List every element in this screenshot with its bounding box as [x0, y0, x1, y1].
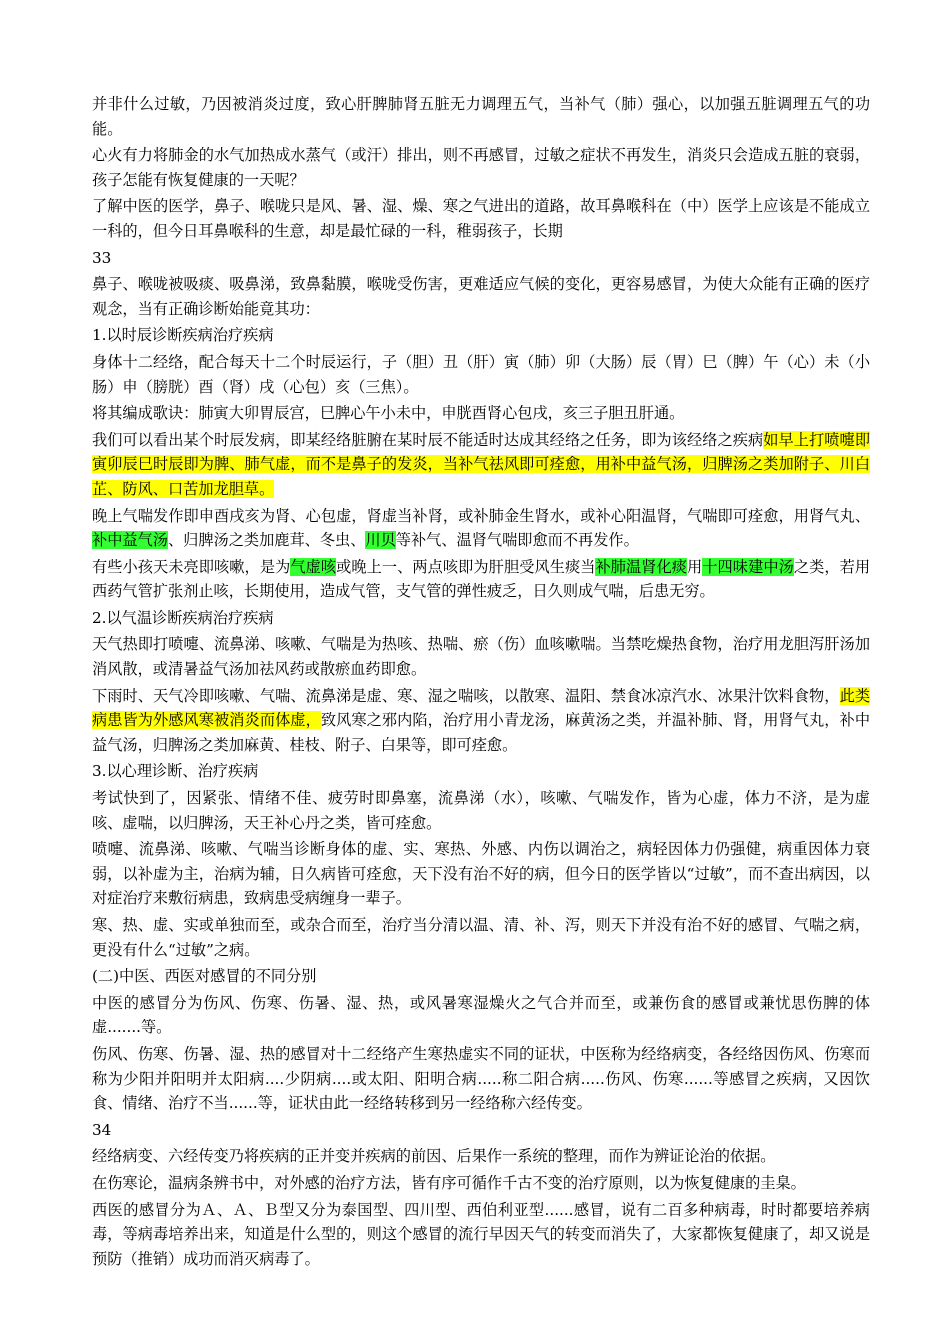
paragraph [92, 272, 870, 321]
green-highlight: 川贝 [365, 531, 396, 550]
text-run: 了解中医的医学，鼻子、喉咙只是风、暑、湿、燥、寒之气进出的道路，故耳鼻喉科在（中）医学上应该是不能成立一科的，但今日耳鼻喉科的生意，却是最忙碌的一科，稚弱孩子，长期 [92, 197, 870, 240]
paragraph [92, 504, 870, 553]
text-run: 在伤寒论，温病条辨书中，对外感的治疗方法，皆有序可循作千古不变的治疗原则，以为恢复健康的圭臬。 [92, 1173, 806, 1192]
text-run: 之类，若用西药气管扩张剂止咳，长期使用，造成气管，支气管的弹性疲乏，日久则成气喘，后患无穷。 [92, 557, 871, 601]
text-run: 心火有力将肺金的水气加热成水蒸气（或汗）排出，则不再感冒，过敏之症状不再发生，消炎只会造成五脏的衰弱，孩子怎能有恢复健康的一天呢？ [92, 146, 870, 189]
text-run: 2.以气温诊断疾病治疗疾病 [92, 608, 274, 627]
text-run: 寒、热、虚、实或单独而至，或杂合而至，治疗当分清以温、清、补、泻，则天下并没有治不好的感冒、气喘之病，更没有什么“过敏”之病。 [92, 916, 870, 959]
paragraph [92, 246, 870, 271]
text-run: 西医的感冒分为Ａ、Ａ、Ｂ型又分为泰国型、四川型、西伯利亚型......感冒，说有二百多种病毒，时时都要培养病毒，等病毒培养出来，知道是什么型的，则这个感冒的流行早因天气的转变而消失了，大家都恢复健康了，却又说是预防（推销）成功而消灭病毒了。 [92, 1200, 870, 1268]
text-run: 34 [92, 1120, 112, 1139]
paragraph [92, 92, 870, 141]
text-run: (二)中医、西医对感冒的不同分别 [92, 967, 317, 986]
text-run: 将其编成歌诀：肺寅大卯胃辰宫，巳脾心午小未中，申胱酉肾心包戌，亥三子胆丑肝通。 [92, 404, 685, 423]
paragraph [92, 786, 870, 835]
text-run: 天气热即打喷嚏、流鼻涕、咳嗽、气喘是为热咳、热喘、瘀（伤）血咳嗽喘。当禁吃燥热食物，治疗用龙胆泻肝汤加消风散，或清暑益气汤加祛风药或散瘀血药即愈。 [92, 635, 870, 679]
paragraph [92, 194, 870, 243]
paragraph [92, 759, 870, 784]
text-run: 1.以时辰诊断疾病治疗疾病 [92, 326, 274, 345]
green-highlight: 补肺温肾化痰 [595, 557, 688, 576]
text-run: 并非什么过敏，乃因被消炎过度，致心肝脾肺肾五脏无力调理五气，当补气（肺）强心，以加强五脏调理五气的功能。 [92, 95, 870, 138]
text-run: 身体十二经络，配合每天十二个时辰运行，子（胆）丑（肝）寅（肺）卯（大肠）辰（胃）巳（脾）午（心）未（小肠）申（膀胱）酉（肾）戌（心包）亥（三焦）。 [92, 352, 870, 396]
text-run: 用 [687, 557, 703, 576]
paragraph [92, 143, 870, 192]
text-run: 有些小孩天未亮即咳嗽，是为 [92, 557, 291, 576]
green-highlight: 补中益气汤 [92, 531, 168, 550]
paragraph [92, 684, 870, 758]
text-run: 鼻子、喉咙被吸痰、吸鼻涕，致鼻黏膜，喉咙受伤害，更难适应气候的变化，更容易感冒，为使大众能有正确的医疗观念，当有正确诊断始能竟其功： [92, 275, 870, 318]
paragraph [92, 913, 870, 962]
paragraph [92, 555, 870, 604]
paragraph [92, 1144, 870, 1169]
text-run: 晚上气喘发作即申酉戌亥为肾、心包虚，肾虚当补肾，或补肺金生肾水，或补心阳温肾，气喘即可痊愈，用肾气丸、 [92, 506, 870, 525]
text-run: 考试快到了，因紧张、情绪不佳、疲劳时即鼻塞，流鼻涕（水），咳嗽、气喘发作，皆为心虚，体力不济，是为虚咳、虚喘，以归脾汤，天王补心丹之类，皆可痊愈。 [92, 789, 870, 832]
paragraph [92, 991, 870, 1040]
paragraph [92, 401, 870, 426]
green-highlight: 十四味建中汤 [702, 557, 794, 576]
text-run: 33 [92, 248, 112, 267]
text-run: 或晚上一、两点咳即为肝胆受风生痰当 [336, 557, 596, 576]
paragraph [92, 837, 870, 911]
paragraph [92, 964, 870, 989]
text-run: 、归脾汤之类加鹿茸、冬虫、 [167, 531, 366, 550]
paragraph [92, 428, 870, 502]
paragraph [92, 632, 870, 681]
text-run: 伤风、伤寒、伤暑、湿、热的感冒对十二经络产生寒热虚实不同的证状，中医称为经络病变，各经络因伤风、伤寒而称为少阳并阳明并太阳病....少阴病....或太阳、阳明合病.....称二阳合病.....伤风、伤寒......等感冒之疾病，又因饮食、情绪、治疗不当......等，证状由此一经络转移到另一经络称六经传变。 [92, 1044, 870, 1113]
document-page [92, 92, 870, 1273]
text-run: 等补气、温肾气喘即愈而不再发作。 [395, 531, 639, 550]
text-run: 喷嚏、流鼻涕、咳嗽、气喘当诊断身体的虚、实、寒热、外感、内伤以调治之，病轻因体力仍强健，病重因体力衰弱，以补虚为主，治病为辅，日久病皆可痊愈，天下没有治不好的病，但今日的医学皆以“过敏”，而不查出病因，以对症治疗来敷衍病患，致病患受病缠身一辈子。 [92, 840, 870, 908]
paragraph [92, 323, 870, 348]
text-run: 致风寒之邪内陷，治疗用小青龙汤，麻黄汤之类，并温补肺、肾，用肾气丸，补中益气汤，归脾汤之类加麻黄、桂枝、附子、白果等，即可痊愈。 [92, 711, 871, 754]
paragraph [92, 606, 870, 631]
paragraph [92, 1118, 870, 1143]
text-run: 经络病变、六经传变乃将疾病的正并变并疾病的前因、后果作一系统的整理，而作为辨证论治的依据。 [92, 1147, 776, 1166]
text-run: 中医的感冒分为伤风、伤寒、伤暑、湿、热，或风暑寒湿燥火之气合并而至，或兼伤食的感冒或兼忧思伤脾的体虚.......等。 [92, 993, 870, 1037]
text-run: 下雨时、天气冷即咳嗽、气喘、流鼻涕是虚、寒、湿之喘咳，以散寒、温阳、禁食冰凉汽水、冰果汁饮料食物， [92, 686, 840, 705]
text-run: 3.以心理诊断、治疗疾病 [92, 762, 259, 781]
paragraph [92, 1042, 870, 1116]
paragraph [92, 1171, 870, 1196]
paragraph [92, 350, 870, 399]
green-highlight: 气虚咳 [290, 557, 337, 576]
yellow-highlight: 此类病患皆为外感风寒被消炎而体虚， [92, 686, 871, 730]
yellow-highlight: 如早上打喷嚏即寅卯辰巳时辰即为脾、肺气虚，而不是鼻子的发炎，当补气祛风即可痊愈，用补中益气汤，归脾汤之类加附子、川白芷、防风、口苦加龙胆草。 [92, 430, 871, 498]
paragraph [92, 1198, 870, 1272]
text-run: 我们可以看出某个时辰发病，即某经络脏腑在某时辰不能适时达成其经络之任务，即为该经络之疾病 [92, 430, 764, 449]
